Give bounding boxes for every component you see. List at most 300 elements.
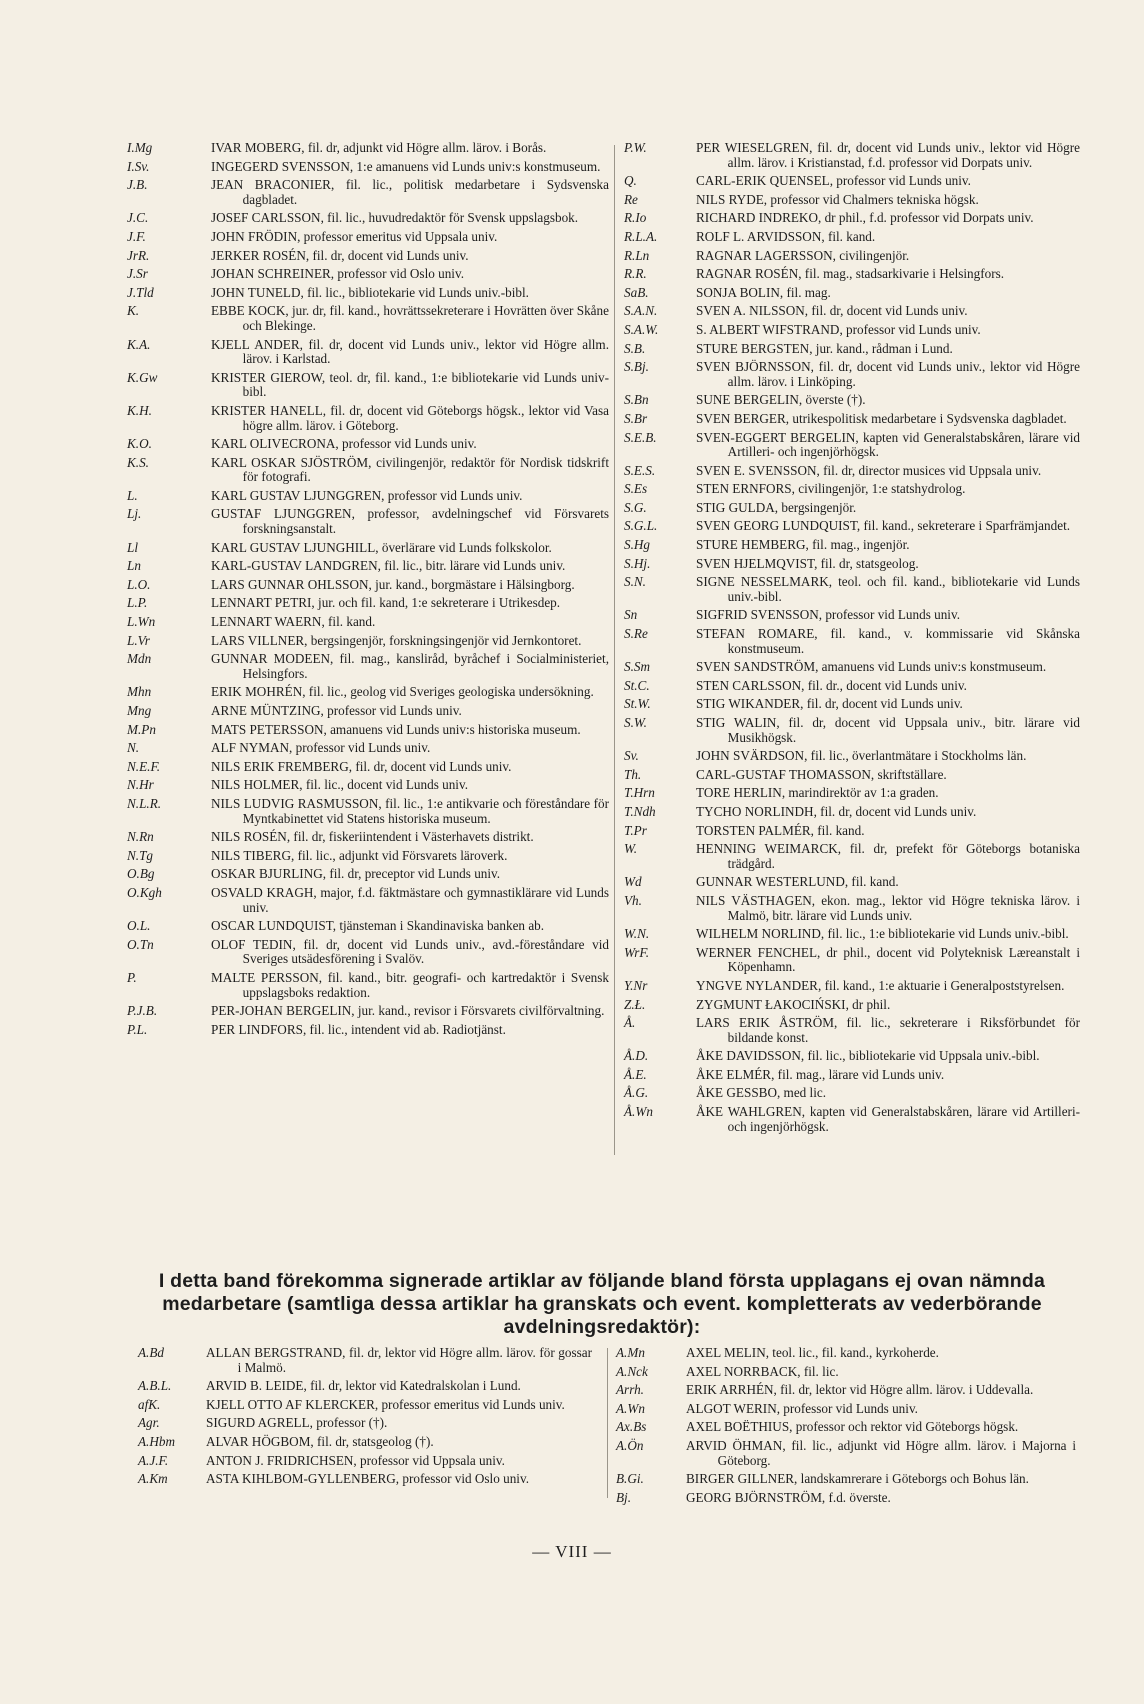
contributor-entry xyxy=(127,230,609,245)
contributor-description: STEFAN ROMARE, fil. kand., v. kommissarie vid Skånska konstmuseum. xyxy=(696,626,1080,656)
contributor-description: ANTON J. FRIDRICHSEN, professor vid Uppsala univ. xyxy=(206,1452,505,1468)
signature-abbreviation: A.Nck xyxy=(616,1363,648,1379)
contributor-entry xyxy=(624,1049,1080,1064)
contributor-description: KRISTER GIEROW, teol. dr, fil. kand., 1:e bibliotekarie vid Lunds univ-bibl. xyxy=(211,369,609,400)
contributor-entry xyxy=(127,456,609,485)
contributor-entry xyxy=(624,323,1080,338)
contributor-entry xyxy=(624,894,1080,923)
contributor-description: JOHN SVÄRDSON, fil. lic., överlantmätare i Stockholms län. xyxy=(696,748,1027,764)
contributor-entry xyxy=(127,1023,609,1038)
contributor-description: ÅKE GESSBO, med lic. xyxy=(696,1085,827,1101)
contributor-description: SIGNE NESSELMARK, teol. och fil. kand., bibliotekarie vid Lunds univ.-bibl. xyxy=(696,574,1080,604)
contributor-entry xyxy=(127,723,609,738)
contributor-description: SVEN A. NILSSON, fil. dr, docent vid Lunds univ. xyxy=(696,303,968,319)
signature-abbreviation: Å.E. xyxy=(624,1066,647,1082)
contributor-entry xyxy=(127,741,609,756)
contributor-description: AXEL NORRBACK, fil. lic. xyxy=(686,1363,839,1379)
contributor-description: NILS HOLMER, fil. lic., docent vid Lunds univ. xyxy=(211,777,469,793)
contributor-entry xyxy=(624,174,1080,189)
contributor-description: YNGVE NYLANDER, fil. kand., 1:e aktuarie i Generalpoststyrelsen. xyxy=(696,977,1065,993)
contributor-entry xyxy=(127,404,609,433)
signature-abbreviation: S.Re xyxy=(624,626,648,642)
signature-abbreviation: W. xyxy=(624,841,638,857)
contributor-entry xyxy=(624,286,1080,301)
contributor-description: INGEGERD SVENSSON, 1:e amanuens vid Lunds univ:s konstmuseum. xyxy=(211,158,601,174)
contributor-description: TYCHO NORLINDH, fil. dr, docent vid Lunds univ. xyxy=(696,803,977,819)
contributor-entry xyxy=(624,1016,1080,1045)
contributor-entry xyxy=(138,1379,592,1394)
signature-abbreviation: WrF. xyxy=(624,944,650,960)
signature-abbreviation: Ax.Bs xyxy=(616,1419,647,1435)
contributor-description: RAGNAR LAGERSSON, civilingenjör. xyxy=(696,247,910,263)
signature-abbreviation: T.Ndh xyxy=(624,803,656,819)
contributor-description: SVEN E. SVENSSON, fil. dr, director musices vid Uppsala univ. xyxy=(696,462,1042,478)
contributor-entry xyxy=(624,927,1080,942)
contributor-entry xyxy=(127,615,609,630)
contributor-entry xyxy=(624,519,1080,534)
contributor-description: OSVALD KRAGH, major, f.d. fäktmästare och gymnastiklärare vid Lunds univ. xyxy=(211,884,609,915)
contributor-entry xyxy=(127,267,609,282)
signature-abbreviation: K.H. xyxy=(127,402,152,418)
signature-abbreviation: J.F. xyxy=(127,228,146,244)
contributor-entry xyxy=(624,575,1080,604)
contributor-description: STIG GULDA, bergsingenjör. xyxy=(696,499,857,515)
contributor-description: TORSTEN PALMÉR, fil. kand. xyxy=(696,822,865,838)
contributor-entry xyxy=(624,679,1080,694)
signature-abbreviation: S.E.S. xyxy=(624,462,656,478)
contributor-entry xyxy=(616,1491,1076,1506)
signature-abbreviation: S.G.L. xyxy=(624,518,658,534)
signature-abbreviation: A.B.L. xyxy=(138,1378,172,1394)
contributor-entry xyxy=(127,830,609,845)
contributor-description: KRISTER HANELL, fil. dr, docent vid Göteborgs högsk., lektor vid Vasa högre allm. lärov. i Göteborg. xyxy=(211,402,609,433)
contributor-description: SVEN BJÖRNSSON, fil. dr, docent vid Lunds univ., lektor vid Högre allm. lärov. i Linköping. xyxy=(696,359,1080,389)
contributor-description: SONJA BOLIN, fil. mag. xyxy=(696,284,831,300)
contributor-description: ROLF L. ARVIDSSON, fil. kand. xyxy=(696,228,876,244)
contributor-description: LARS ERIK ÅSTRÖM, fil. lic., sekreterare i Riksförbundet för bildande konst. xyxy=(696,1015,1080,1045)
signature-abbreviation: S.A.N. xyxy=(624,303,658,319)
contributor-description: SIGURD AGRELL, professor (†). xyxy=(206,1415,388,1431)
contributor-entry xyxy=(127,704,609,719)
signature-abbreviation: S.Hg xyxy=(624,537,651,553)
signature-abbreviation: L.Vr xyxy=(127,632,150,648)
contributor-description: GUNNAR WESTERLUND, fil. kand. xyxy=(696,874,899,890)
signature-abbreviation: Sv. xyxy=(624,748,639,764)
contributor-description: JERKER ROSÉN, fil. dr, docent vid Lunds univ. xyxy=(211,247,469,263)
contributor-description: OSCAR LUNDQUIST, tjänsteman i Skandinaviska banken ab. xyxy=(211,918,545,934)
signature-abbreviation: J.C. xyxy=(127,210,149,226)
contributor-description: STEN ERNFORS, civilingenjör, 1:e statshydrolog. xyxy=(696,481,966,497)
page-number: — VIII — xyxy=(532,1542,612,1561)
contributor-entry xyxy=(127,249,609,264)
signature-abbreviation: K. xyxy=(127,303,140,319)
contributor-description: KARL GUSTAV LJUNGHILL, överlärare vid Lunds folkskolor. xyxy=(211,539,552,555)
contributor-description: MALTE PERSSON, fil. kand., bitr. geografi- och kartredaktör i Svensk uppslagsboks redaktion. xyxy=(211,969,609,1000)
signature-abbreviation: M.Pn xyxy=(127,721,156,737)
contributor-entry xyxy=(624,660,1080,675)
contributor-description: ARVID B. LEIDE, fil. dr, lektor vid Katedralskolan i Lund. xyxy=(206,1378,521,1394)
signature-abbreviation: I.Sv. xyxy=(127,158,150,174)
signature-abbreviation: K.O. xyxy=(127,436,152,452)
signature-abbreviation: Q. xyxy=(624,173,637,189)
signature-abbreviation: S.E.B. xyxy=(624,429,657,445)
signature-abbreviation: O.Bg xyxy=(127,866,155,882)
signature-abbreviation: P.J.B. xyxy=(127,1003,158,1019)
signature-abbreviation: Ll xyxy=(127,539,138,555)
signature-abbreviation: O.Kgh xyxy=(127,884,162,900)
signature-abbreviation: R.Io xyxy=(624,210,647,226)
earlier-contributors-column-right xyxy=(616,1346,1076,1509)
contributor-description: CARL-GUSTAF THOMASSON, skriftställare. xyxy=(696,766,947,782)
signature-abbreviation: St.W. xyxy=(624,696,651,712)
contributor-description: KJELL ANDER, fil. dr, docent vid Lunds univ., lektor vid Högre allm. lärov. i Karlstad. xyxy=(211,336,609,367)
contributor-description: RAGNAR ROSÉN, fil. mag., stadsarkivarie i Helsingfors. xyxy=(696,266,1005,282)
signature-abbreviation: St.C. xyxy=(624,677,650,693)
earlier-contributors-column-left xyxy=(138,1346,592,1491)
contributor-entry xyxy=(616,1402,1076,1417)
signature-abbreviation: S.Br xyxy=(624,410,648,426)
contributor-entry xyxy=(127,652,609,681)
signature-abbreviation: Ln xyxy=(127,558,141,574)
contributor-entry xyxy=(127,371,609,400)
contributor-description: ALVAR HÖGBOM, fil. dr, statsgeolog (†). xyxy=(206,1433,434,1449)
signature-abbreviation: P.W. xyxy=(624,140,647,155)
contributor-entry xyxy=(624,842,1080,871)
contributor-description: STURE BERGSTEN, jur. kand., rådman i Lund. xyxy=(696,340,953,356)
signature-abbreviation: S.Bj. xyxy=(624,359,649,375)
signature-abbreviation: L.P. xyxy=(127,595,148,611)
signature-abbreviation: K.S. xyxy=(127,454,149,470)
contributor-description: STEN CARLSSON, fil. dr., docent vid Lunds univ. xyxy=(696,677,967,693)
contributor-description: SVEN GEORG LUNDQUIST, fil. kand., sekreterare i Sparfrämjandet. xyxy=(696,518,1071,534)
signature-abbreviation: O.Tn xyxy=(127,936,154,952)
contributor-entry xyxy=(624,1086,1080,1101)
signature-abbreviation: S.W. xyxy=(624,715,647,730)
contributor-description: ÅKE WAHLGREN, kapten vid Generalstabskåren, lärare vid Artilleri- och ingenjörhögsk. xyxy=(696,1104,1080,1134)
contributor-entry xyxy=(624,342,1080,357)
contributor-description: RICHARD INDREKO, dr phil., f.d. professor vid Dorpats univ. xyxy=(696,210,1034,226)
signature-abbreviation: T.Pr xyxy=(624,822,647,838)
contributor-entry xyxy=(616,1346,1076,1361)
contributor-description: ZYGMUNT ŁAKOCIŃSKI, dr phil. xyxy=(696,996,891,1012)
signature-abbreviation: Y.Nr xyxy=(624,977,648,993)
signature-abbreviation: Arrh. xyxy=(616,1382,644,1398)
signature-abbreviation: O.L. xyxy=(127,918,151,934)
contributor-description: WERNER FENCHEL, dr phil., docent vid Polyteknisk Læreanstalt i Köpenhamn. xyxy=(696,944,1080,975)
contributor-description: LENNART PETRI, jur. och fil. kand, 1:e sekreterare i Utrikesdep. xyxy=(211,595,561,611)
contributor-entry xyxy=(127,919,609,934)
contributor-entry xyxy=(127,971,609,1000)
contributor-entry xyxy=(127,489,609,504)
contributor-description: STIG WALIN, fil. dr, docent vid Uppsala univ., bitr. lärare vid Musikhögsk. xyxy=(696,715,1080,745)
contributor-entry xyxy=(127,596,609,611)
contributor-description: KARL OLIVECRONA, professor vid Lunds univ. xyxy=(211,436,477,452)
contributor-description: STIG WIKANDER, fil. dr, docent vid Lunds univ. xyxy=(696,696,963,712)
signature-abbreviation: N.L.R. xyxy=(127,795,162,811)
notice-heading: I detta band förekomma signerade artiklar av följande bland första upplagans ej ovan nämnda medarbetare (samtliga dessa artiklar ha granskats och event. kompletterats av vederbörande avdelningsredaktör): xyxy=(158,1270,1046,1338)
signature-abbreviation: Å.G. xyxy=(624,1085,649,1101)
signature-abbreviation: S.B. xyxy=(624,340,646,356)
column-divider xyxy=(614,145,615,1155)
contributor-description: ARVID ÖHMAN, fil. lic., adjunkt vid Högre allm. lärov. i Majorna i Göteborg. xyxy=(686,1437,1076,1468)
contributor-entry xyxy=(624,431,1080,460)
signature-abbreviation: P. xyxy=(127,969,137,985)
contributor-entry xyxy=(138,1472,592,1487)
contributor-entry xyxy=(127,886,609,915)
contributor-description: BIRGER GILLNER, landskamrerare i Göteborgs och Bohus län. xyxy=(686,1471,1029,1487)
contributor-entry xyxy=(127,507,609,536)
signature-abbreviation: Mdn xyxy=(127,651,152,667)
contributor-entry xyxy=(127,286,609,301)
contributor-description: IVAR MOBERG, fil. dr, adjunkt vid Högre allm. lärov. i Borås. xyxy=(211,140,547,155)
contributor-entry xyxy=(127,760,609,775)
contributor-entry xyxy=(624,608,1080,623)
contributor-description: SUNE BERGELIN, överste (†). xyxy=(696,392,866,408)
contributor-description: JOHAN SCHREINER, professor vid Oslo univ. xyxy=(211,266,465,282)
contributor-description: JOHN TUNELD, fil. lic., bibliotekarie vid Lunds univ.-bibl. xyxy=(211,284,529,300)
contributor-description: EBBE KOCK, jur. dr, fil. kand., hovrättssekreterare i Hovrätten över Skåne och Blekinge. xyxy=(211,303,609,333)
contributor-description: AXEL MELIN, teol. lic., fil. kand., kyrkoherde. xyxy=(686,1345,939,1360)
contributor-description: JOSEF CARLSSON, fil. lic., huvudredaktör för Svensk uppslagsbok. xyxy=(211,210,579,226)
contributor-entry xyxy=(127,849,609,864)
signature-abbreviation: W.N. xyxy=(624,926,650,942)
contributor-entry xyxy=(624,786,1080,801)
contributor-entry xyxy=(624,482,1080,497)
signature-abbreviation: N.Tg xyxy=(127,847,154,863)
contributor-entry xyxy=(624,1105,1080,1134)
contributor-entry xyxy=(127,867,609,882)
contributors-column-right xyxy=(624,141,1080,1138)
contributor-description: MATS PETERSSON, amanuens vid Lunds univ:s historiska museum. xyxy=(211,721,581,737)
signature-abbreviation: P.L. xyxy=(127,1021,148,1037)
signature-abbreviation: B.Gi. xyxy=(616,1471,644,1487)
contributor-entry xyxy=(624,249,1080,264)
contributor-entry xyxy=(624,412,1080,427)
signature-abbreviation: L.O. xyxy=(127,576,151,592)
contributor-entry xyxy=(624,557,1080,572)
signature-abbreviation: A.Km xyxy=(138,1471,168,1487)
contributor-description: ALLAN BERGSTRAND, fil. dr, lektor vid Högre allm. lärov. för gossar i Malmö. xyxy=(206,1345,592,1375)
contributor-description: AXEL BOËTHIUS, professor och rektor vid Göteborgs högsk. xyxy=(686,1419,1019,1435)
contributor-entry xyxy=(624,716,1080,745)
contributor-entry xyxy=(624,749,1080,764)
contributor-description: NILS TIBERG, fil. lic., adjunkt vid Försvarets läroverk. xyxy=(211,847,508,863)
contributor-entry xyxy=(624,267,1080,282)
contributor-entry xyxy=(624,230,1080,245)
contributor-description: GUNNAR MODEEN, fil. mag., kansliråd, byråchef i Socialministeriet, Helsingfors. xyxy=(211,651,609,681)
contributor-entry xyxy=(624,393,1080,408)
contributor-entry xyxy=(127,559,609,574)
contributor-entry xyxy=(624,768,1080,783)
signature-abbreviation: N.E.F. xyxy=(127,758,161,774)
contributor-entry xyxy=(624,141,1080,170)
signature-abbreviation: SaB. xyxy=(624,284,649,300)
signature-abbreviation: Re xyxy=(624,191,638,207)
signature-abbreviation: Lj. xyxy=(127,506,142,522)
contributor-description: KARL-GUSTAV LANDGREN, fil. lic., bitr. lärare vid Lunds univ. xyxy=(211,558,566,574)
contributor-entry xyxy=(624,875,1080,890)
contributor-description: ÅKE ELMÉR, fil. mag., lärare vid Lunds univ. xyxy=(696,1066,945,1082)
contributor-entry xyxy=(616,1472,1076,1487)
contributor-entry xyxy=(624,805,1080,820)
signature-abbreviation: Mhn xyxy=(127,684,152,700)
contributor-description: ERIK ARRHÉN, fil. dr, lektor vid Högre allm. lärov. i Uddevalla. xyxy=(686,1382,1034,1398)
contributor-description: HENNING WEIMARCK, fil. dr, prefekt för Göteborgs botaniska trädgård. xyxy=(696,841,1080,871)
signature-abbreviation: S.Es xyxy=(624,481,648,497)
contributor-description: ALF NYMAN, professor vid Lunds univ. xyxy=(211,740,431,756)
contributor-description: GEORG BJÖRNSTRÖM, f.d. överste. xyxy=(686,1489,891,1505)
contributor-entry xyxy=(138,1398,592,1413)
contributor-description: PER-JOHAN BERGELIN, jur. kand., revisor i Försvarets civilförvaltning. xyxy=(211,1003,605,1019)
signature-abbreviation: Th. xyxy=(624,766,642,782)
contributor-entry xyxy=(127,685,609,700)
signature-abbreviation: Agr. xyxy=(138,1415,160,1431)
contributor-entry xyxy=(127,938,609,967)
signature-abbreviation: A.Mn xyxy=(616,1345,645,1360)
contributor-entry xyxy=(616,1383,1076,1398)
contributor-entry xyxy=(127,141,609,156)
contributor-entry xyxy=(127,778,609,793)
signature-abbreviation: Wd xyxy=(624,874,642,890)
contributor-entry xyxy=(624,464,1080,479)
contributor-description: GUSTAF LJUNGGREN, professor, avdelningschef vid Försvarets forskningsanstalt. xyxy=(211,506,609,537)
contributor-entry xyxy=(624,998,1080,1013)
contributor-description: NILS VÄSTHAGEN, ekon. mag., lektor vid Högre tekniska lärov. i Malmö, bitr. lärare vid Lunds univ. xyxy=(696,892,1080,923)
signature-abbreviation: L. xyxy=(127,487,138,503)
contributor-entry xyxy=(624,193,1080,208)
signature-abbreviation: Bj. xyxy=(616,1489,632,1505)
signature-abbreviation: R.L.A. xyxy=(624,228,658,244)
contributor-description: NILS LUDVIG RASMUSSON, fil. lic., 1:e antikvarie och föreståndare för Myntkabinettet vid Statens historiska museum. xyxy=(211,795,609,826)
contributor-description: STURE HEMBERG, fil. mag., ingenjör. xyxy=(696,537,910,553)
contributor-entry xyxy=(624,979,1080,994)
contributor-entry xyxy=(127,304,609,333)
contributor-entry xyxy=(127,211,609,226)
contributor-description: SVEN HJELMQVIST, fil. dr, statsgeolog. xyxy=(696,555,919,571)
contributor-description: KJELL OTTO AF KLERCKER, professor emeritus vid Lunds univ. xyxy=(206,1396,565,1412)
contributor-description: OLOF TEDIN, fil. dr, docent vid Lunds univ., avd.-föreståndare vid Sveriges utsädesförening i Svalöv. xyxy=(211,936,609,967)
signature-abbreviation: N.Rn xyxy=(127,829,154,845)
contributor-entry xyxy=(624,501,1080,516)
contributor-entry xyxy=(624,697,1080,712)
contributor-description: ERIK MOHRÉN, fil. lic., geolog vid Sveriges geologiska undersökning. xyxy=(211,684,594,700)
signature-abbreviation: K.A. xyxy=(127,336,151,352)
contributor-description: KARL OSKAR SJÖSTRÖM, civilingenjör, redaktör för Nordisk tidskrift för fotografi. xyxy=(211,454,609,485)
signature-abbreviation: I.Mg xyxy=(127,140,153,155)
signature-abbreviation: A.J.F. xyxy=(138,1452,169,1468)
contributor-description: LENNART WAERN, fil. kand. xyxy=(211,614,376,630)
contributor-description: WILHELM NORLIND, fil. lic., 1:e bibliotekarie vid Lunds univ.-bibl. xyxy=(696,926,1069,942)
contributor-entry xyxy=(127,797,609,826)
contributor-description: ALGOT WERIN, professor vid Lunds univ. xyxy=(686,1400,918,1416)
contributor-entry xyxy=(127,160,609,175)
signature-abbreviation: S.A.W. xyxy=(624,321,659,337)
contributor-entry xyxy=(624,627,1080,656)
signature-abbreviation: afK. xyxy=(138,1396,161,1412)
contributor-entry xyxy=(624,1068,1080,1083)
contributor-description: TORE HERLIN, marindirektör av 1:a graden. xyxy=(696,785,939,801)
signature-abbreviation: J.Tld xyxy=(127,284,154,300)
signature-abbreviation: A.Ön xyxy=(616,1437,644,1453)
contributor-entry xyxy=(624,211,1080,226)
signature-abbreviation: K.Gw xyxy=(127,369,158,385)
contributor-description: ÅKE DAVIDSSON, fil. lic., bibliotekarie vid Uppsala univ.-bibl. xyxy=(696,1048,1040,1064)
contributor-entry xyxy=(138,1416,592,1431)
contributor-description: SIGFRID SVENSSON, professor vid Lunds univ. xyxy=(696,607,961,623)
contributor-entry xyxy=(624,824,1080,839)
bottom-column-divider xyxy=(607,1348,608,1498)
signature-abbreviation: T.Hrn xyxy=(624,785,655,801)
contributor-description: ASTA KIHLBOM-GYLLENBERG, professor vid Oslo univ. xyxy=(206,1471,529,1487)
signature-abbreviation: J.Sr xyxy=(127,266,148,282)
contributor-entry xyxy=(138,1435,592,1450)
signature-abbreviation: L.Wn xyxy=(127,614,156,630)
signature-abbreviation: Vh. xyxy=(624,892,642,908)
signature-abbreviation: A.Hbm xyxy=(138,1433,175,1449)
signature-abbreviation: N. xyxy=(127,740,140,756)
contributor-description: JOHN FRÖDIN, professor emeritus vid Uppsala univ. xyxy=(211,228,498,244)
contributor-entry xyxy=(127,578,609,593)
contributor-entry xyxy=(127,541,609,556)
signature-abbreviation: S.N. xyxy=(624,574,646,590)
signature-abbreviation: A.Wn xyxy=(616,1400,645,1416)
signature-abbreviation: Sn xyxy=(624,607,638,623)
contributor-entry xyxy=(127,178,609,207)
contributor-description: OSKAR BJURLING, fil. dr, preceptor vid Lunds univ. xyxy=(211,866,501,882)
contributor-description: CARL-ERIK QUENSEL, professor vid Lunds univ. xyxy=(696,173,971,189)
signature-abbreviation: Z.Ł. xyxy=(624,996,646,1012)
contributor-entry xyxy=(624,946,1080,975)
contributor-entry xyxy=(127,634,609,649)
contributor-entry xyxy=(624,538,1080,553)
contributors-column-left xyxy=(127,141,609,1041)
contributor-entry xyxy=(624,304,1080,319)
signature-abbreviation: JrR. xyxy=(127,247,150,263)
contributor-entry xyxy=(127,1004,609,1019)
signature-abbreviation: Å. xyxy=(624,1015,636,1031)
signature-abbreviation: S.Bn xyxy=(624,392,649,408)
contributor-description: NILS ROSÉN, fil. dr, fiskeriintendent i Västerhavets distrikt. xyxy=(211,829,534,845)
contributor-entry xyxy=(616,1439,1076,1468)
contributor-entry xyxy=(138,1454,592,1469)
contributor-description: S. ALBERT WIFSTRAND, professor vid Lunds univ. xyxy=(696,321,981,337)
signature-abbreviation: R.Ln xyxy=(624,247,650,263)
signature-abbreviation: Å.D. xyxy=(624,1048,649,1064)
contributor-entry xyxy=(616,1420,1076,1435)
signature-abbreviation: A.Bd xyxy=(138,1345,165,1360)
contributor-description: ARNE MÜNTZING, professor vid Lunds univ. xyxy=(211,703,462,718)
contributor-entry xyxy=(624,360,1080,389)
signature-abbreviation: Mng xyxy=(127,703,152,718)
contributor-description: LARS VILLNER, bergsingenjör, forskningsingenjör vid Jernkontoret. xyxy=(211,632,582,648)
signature-abbreviation: S.G. xyxy=(624,499,647,515)
signature-abbreviation: S.Sm xyxy=(624,659,651,675)
contributor-description: NILS ERIK FREMBERG, fil. dr, docent vid Lunds univ. xyxy=(211,758,512,774)
signature-abbreviation: Å.Wn xyxy=(624,1104,653,1120)
signature-abbreviation: J.B. xyxy=(127,177,148,193)
contributor-entry xyxy=(127,338,609,367)
contributor-description: SVEN BERGER, utrikespolitisk medarbetare i Sydsvenska dagbladet. xyxy=(696,410,1067,426)
signature-abbreviation: R.R. xyxy=(624,266,647,282)
contributor-description: LARS GUNNAR OHLSSON, jur. kand., borgmästare i Hälsingborg. xyxy=(211,576,575,592)
contributor-description: PER WIESELGREN, fil. dr, docent vid Lunds univ., lektor vid Högre allm. lärov. i Kristianstad, f.d. professor vid Dorpats univ. xyxy=(696,140,1080,170)
contributor-description: SVEN SANDSTRÖM, amanuens vid Lunds univ:s konstmuseum. xyxy=(696,659,1047,675)
signature-abbreviation: N.Hr xyxy=(127,777,154,793)
contributor-description: JEAN BRACONIER, fil. lic., politisk medarbetare i Sydsvenska dagbladet. xyxy=(211,177,609,207)
contributor-description: KARL GUSTAV LJUNGGREN, professor vid Lunds univ. xyxy=(211,487,523,503)
contributor-entry xyxy=(138,1346,592,1375)
contributor-description: PER LINDFORS, fil. lic., intendent vid ab. Radiotjänst. xyxy=(211,1021,506,1037)
